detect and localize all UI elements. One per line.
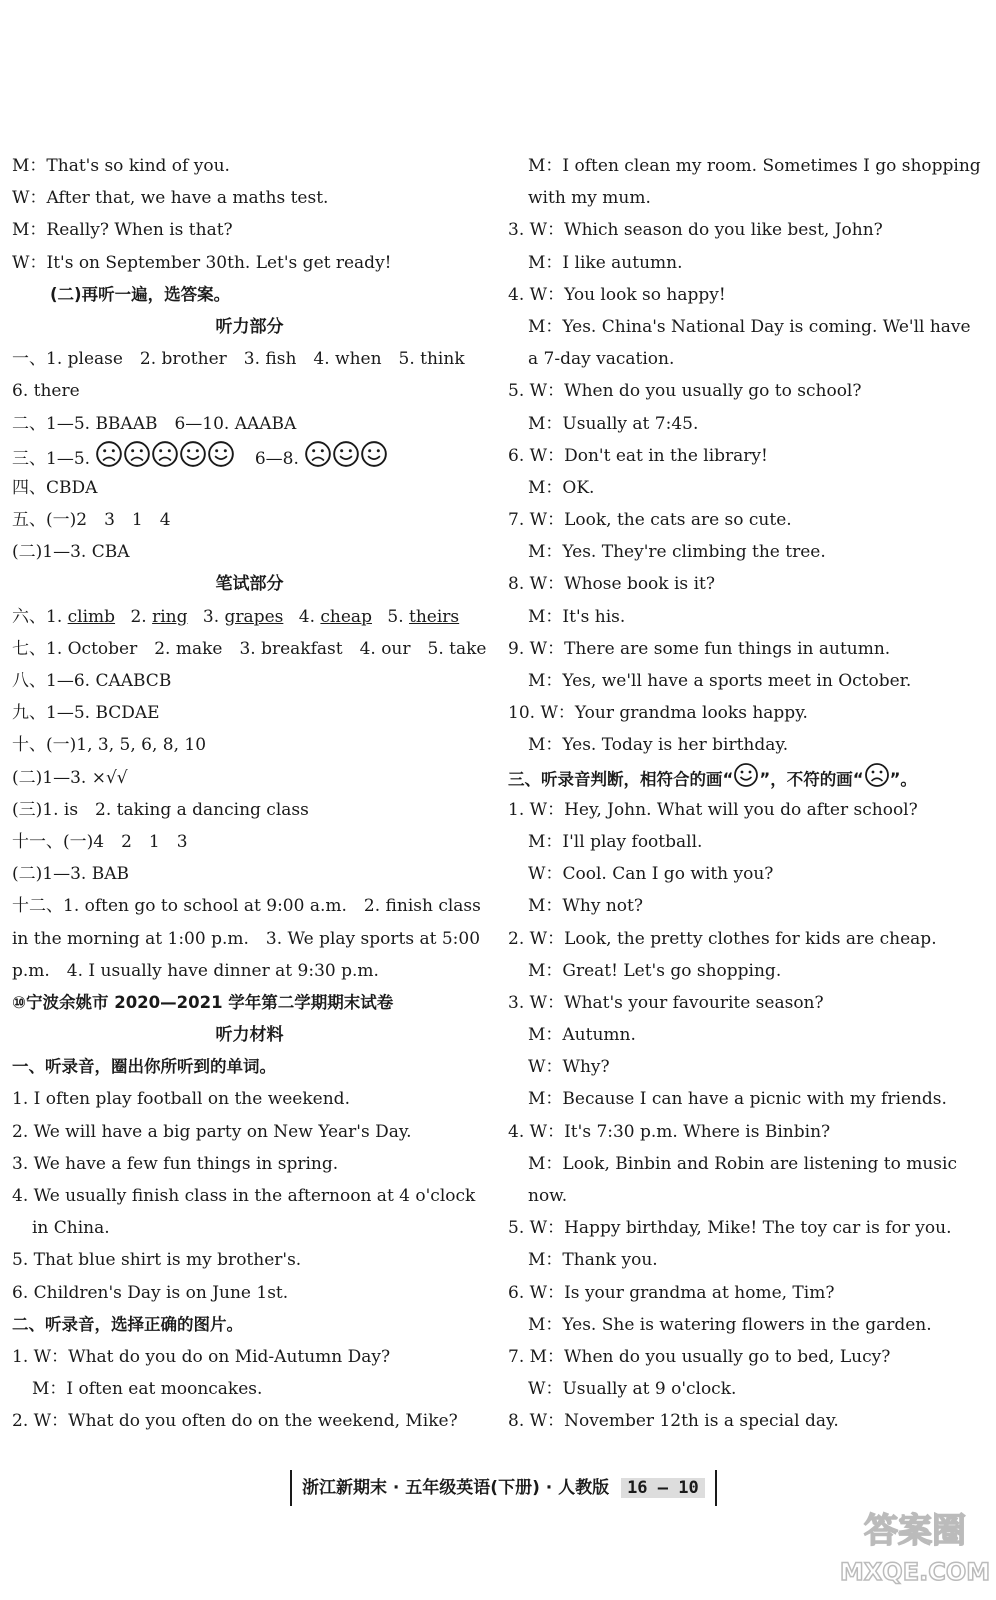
relisten-instruction: (二)再听一遍，选答案。 xyxy=(50,284,231,304)
sec1-line: 2. We will have a big party on New Year's Day. xyxy=(12,1121,412,1142)
dialog-line: W：After that, we have a maths test. xyxy=(12,188,329,209)
section-1-instruction: 一、听录音，圈出你所听到的单词。 xyxy=(12,1057,276,1077)
dialog-line: 9. W：There are some fun things in autumn. xyxy=(508,638,891,659)
dialog-line: 4. W：It's 7:30 p.m. Where is Binbin? xyxy=(508,1121,831,1142)
sec1-line: 5. That blue shirt is my brother's. xyxy=(12,1250,302,1271)
dialog-line: W：Why? xyxy=(528,1057,610,1078)
sad-face-icon xyxy=(95,440,123,479)
face-group xyxy=(95,449,235,469)
answer-6-word: climb xyxy=(67,606,116,627)
dialog-line: 7. W：Look, the cats are so cute. xyxy=(508,510,792,531)
watermark-logo xyxy=(840,1502,990,1592)
dialog-line: M：Great! Let's go shopping. xyxy=(528,960,782,981)
sec2-line: 2. W：What do you often do on the weekend, Mike? xyxy=(12,1411,458,1432)
sad-face-icon xyxy=(123,440,151,479)
dialog-line: M：Really? When is that? xyxy=(12,220,233,241)
dialog-line: 2. W：Look, the pretty clothes for kids are cheap. xyxy=(508,928,937,949)
dialog-line: 4. W：You look so happy! xyxy=(508,284,726,305)
svg-text:MXQE.COM: MXQE.COM xyxy=(840,1558,990,1586)
answer-7: 七、1. October 2. make 3. breakfast 4. our 5. take xyxy=(12,638,487,659)
dialog-line: 5. W：When do you usually go to school? xyxy=(508,381,862,402)
dialog-line: W：Usually at 9 o'clock. xyxy=(528,1379,737,1400)
dialog-line: M：Yes, we'll have a sports meet in October. xyxy=(528,671,912,691)
answer-5-part2: (二)1—3. CBA xyxy=(12,542,130,563)
dialog-line: M：It's his. xyxy=(528,606,626,627)
dialog-line: M：Usually at 7:45. xyxy=(528,413,699,434)
answer-2: 二、1—5. BBAAB 6—10. AAABA xyxy=(12,413,297,434)
section-2-instruction: 二、听录音，选择正确的图片。 xyxy=(12,1314,243,1334)
answer-9: 九、1—5. BCDAE xyxy=(12,703,160,724)
answer-8: 八、1—6. CAABCB xyxy=(12,671,172,691)
written-heading: 笔试部分 xyxy=(215,574,284,595)
right-column xyxy=(508,150,986,1438)
dialog-line: M：Look, Binbin and Robin are listening to music xyxy=(528,1153,957,1174)
sec1-line: 6. Children's Day is on June 1st. xyxy=(12,1282,289,1303)
dialog-line: M：That's so kind of you. xyxy=(12,156,230,176)
answer-12-cont: p.m. 4. I usually have dinner at 9:30 p.m. xyxy=(12,960,379,981)
answer-1: 一、1. please 2. brother 3. fish 4. when 5. think xyxy=(12,349,465,370)
listening-heading: 听力部分 xyxy=(215,316,284,337)
answer-3-mid: 6—8. xyxy=(254,448,299,469)
answer-3 xyxy=(12,440,487,472)
dialog-line: 6. W：Don't eat in the library! xyxy=(508,445,768,466)
smiley-face-icon xyxy=(207,440,235,479)
answer-6-num: 4. xyxy=(298,606,315,627)
dialog-line: 8. W：November 12th is a special day. xyxy=(508,1411,839,1432)
dialog-line: 7. M：When do you usually go to bed, Lucy? xyxy=(508,1346,891,1367)
dialog-line: M：Why not? xyxy=(528,896,643,917)
sec3-text: ”，不符的画“ xyxy=(759,769,864,789)
dialog-line: W：Cool. Can I go with you? xyxy=(528,864,774,885)
answer-10-part2: (二)1—3. ×√√ xyxy=(12,767,128,788)
sad-face-icon xyxy=(304,440,332,479)
dialog-line: W：It's on September 30th. Let's get ready! xyxy=(12,252,392,273)
dialog-line: with my mum. xyxy=(528,188,651,209)
page-number: 16 — 10 xyxy=(621,1478,705,1498)
dialog-line: M：I like autumn. xyxy=(528,252,683,273)
answer-6-word: ring xyxy=(152,606,188,627)
sec2-line: 1. W：What do you do on Mid-Autumn Day? xyxy=(12,1346,391,1367)
svg-text:答案圈: 答案圈 xyxy=(864,1511,966,1551)
answer-6-num: 3. xyxy=(202,606,220,627)
answer-1-cont: 6. there xyxy=(12,381,80,402)
sec1-line: 4. We usually finish class in the afternoon at 4 o'clock xyxy=(12,1186,476,1206)
answer-12: 十二、1. often go to school at 9:00 a.m. 2. finish class xyxy=(12,896,481,917)
section-3-instruction xyxy=(508,762,986,794)
sec1-line: 3. We have a few fun things in spring. xyxy=(12,1153,339,1174)
dialog-line: 6. W：Is your grandma at home, Tim? xyxy=(508,1282,835,1303)
dialog-line: 5. W：Happy birthday, Mike! The toy car is for you. xyxy=(508,1218,952,1239)
answer-11: 十一、(一)4 2 1 3 xyxy=(12,831,188,852)
material-heading: 听力材料 xyxy=(215,1025,284,1046)
dialog-line: 10. W：Your grandma looks happy. xyxy=(508,703,808,724)
answer-4: 四、CBDA xyxy=(12,477,98,498)
answer-6-prefix: 六、1. xyxy=(12,606,63,627)
dialog-line: now. xyxy=(528,1186,568,1206)
right-dialog-block xyxy=(508,150,986,762)
answer-6 xyxy=(12,601,487,633)
answer-6-word: cheap xyxy=(320,606,372,627)
footer-title: 浙江新期末 · 五年级英语(下册) · 人教版 xyxy=(302,1478,610,1498)
left-column xyxy=(12,150,487,1438)
dialog-line: 8. W：Whose book is it? xyxy=(508,574,715,595)
dialog-line: M：Yes. She is watering flowers in the garden. xyxy=(528,1314,932,1335)
dialog-line: 1. W：Hey, John. What will you do after school? xyxy=(508,799,918,820)
dialog-line: M：Yes. They're climbing the tree. xyxy=(528,542,826,563)
answer-6-word: theirs xyxy=(409,606,460,627)
dialog-line: 3. W：Which season do you like best, John? xyxy=(508,220,883,241)
sad-face-icon xyxy=(151,440,179,479)
dialog-line: M：I often clean my room. Sometimes I go shopping xyxy=(528,156,981,176)
sec1-line: 1. I often play football on the weekend. xyxy=(12,1089,350,1110)
right-dialog-block xyxy=(508,794,986,1438)
sec3-text: ”。 xyxy=(889,769,917,789)
answer-6-num: 2. xyxy=(130,606,147,627)
sec1-line: in China. xyxy=(32,1218,110,1239)
answer-10-part3: (三)1. is 2. taking a dancing class xyxy=(12,799,309,820)
dialog-line: M：Yes. Today is her birthday. xyxy=(528,735,789,756)
page-footer xyxy=(290,1470,717,1506)
answer-11-part2: (二)1—3. BAB xyxy=(12,864,129,885)
answer-12-cont: in the morning at 1:00 p.m. 3. We play sports at 5:00 xyxy=(12,928,481,949)
dialog-line: a 7-day vacation. xyxy=(528,349,675,370)
answer-6-num: 5. xyxy=(387,606,404,627)
sec3-text: 三、听录音判断，相符合的画“ xyxy=(508,769,734,789)
smiley-face-icon xyxy=(332,440,360,479)
smiley-face-icon xyxy=(360,440,388,479)
smiley-face-icon xyxy=(179,440,207,479)
answer-3-prefix: 三、1—5. xyxy=(12,448,91,469)
dialog-line: M：I'll play football. xyxy=(528,831,703,852)
dialog-line: M：Yes. China's National Day is coming. We'll have xyxy=(528,316,971,337)
dialog-line: M：OK. xyxy=(528,477,595,498)
answer-10: 十、(一)1, 3, 5, 6, 8, 10 xyxy=(12,735,207,756)
exam-title: ⑩宁波余姚市 2020—2021 学年第二学期期末试卷 xyxy=(12,992,394,1012)
dialog-line: 3. W：What's your favourite season? xyxy=(508,992,824,1013)
dialog-line: M：Autumn. xyxy=(528,1025,636,1046)
sec2-line: M：I often eat mooncakes. xyxy=(32,1379,263,1400)
answer-5: 五、(一)2 3 1 4 xyxy=(12,510,171,531)
dialog-line: M：Thank you. xyxy=(528,1250,658,1271)
face-group xyxy=(304,449,388,469)
answer-6-word: grapes xyxy=(224,606,284,627)
dialog-line: M：Because I can have a picnic with my friends. xyxy=(528,1089,947,1110)
